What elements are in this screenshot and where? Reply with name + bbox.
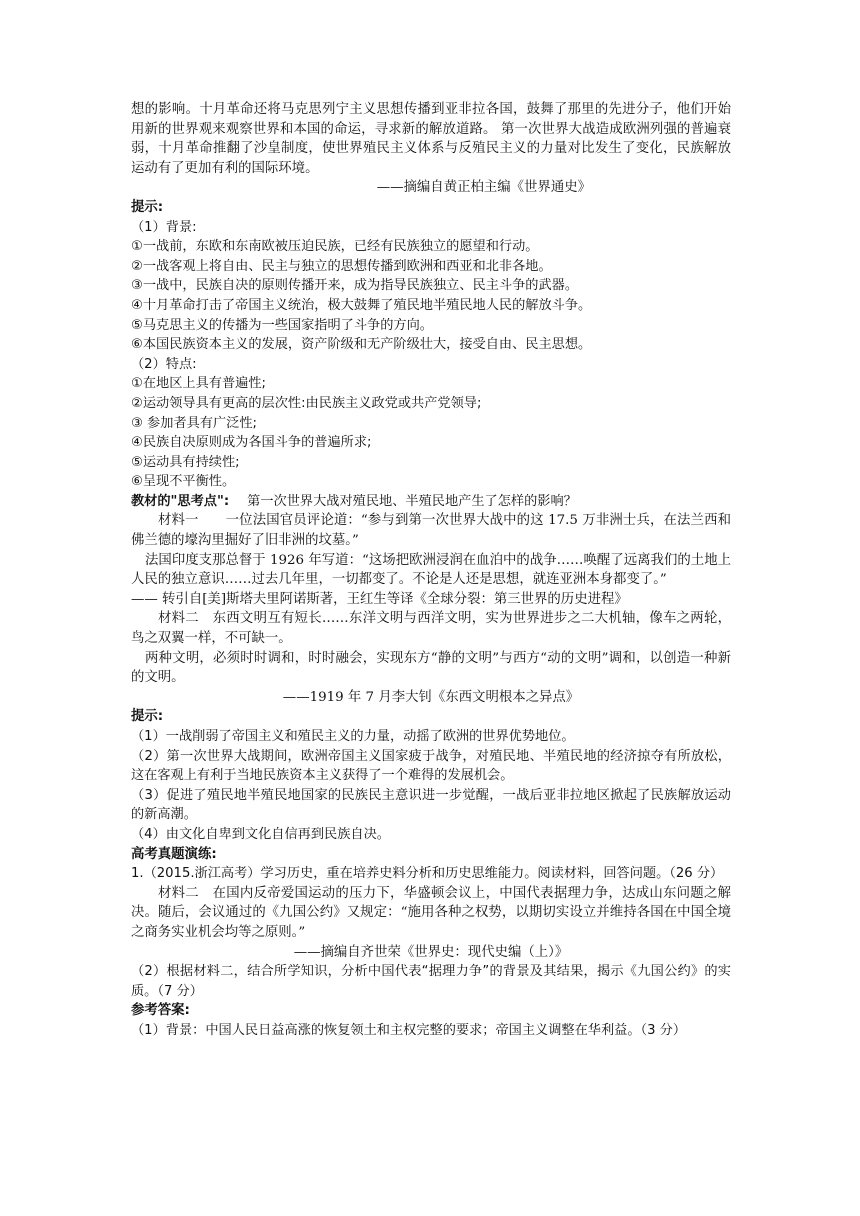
background-item: ②一战客观上将自由、民主与独立的思想传播到欧洲和西亚和北非各地。 <box>131 258 552 274</box>
background-item: ③一战中，民族自决的原则传播开来，成为指导民族独立、民主斗争的武器。 <box>131 278 579 294</box>
hint-heading: 提示: <box>131 199 164 215</box>
feature-item: ②运动领导具有更高的层次性:由民族主义政党或共产党领导; <box>131 395 482 411</box>
hint-item: （3）促进了殖民地半殖民地国家的民族民主意识进一步觉醒，一战后亚非拉地区掀起了民族解放运动的新高潮。 <box>131 787 731 823</box>
background-item: ①一战前，东欧和东南欧被压迫民族，已经有民族独立的愿望和行动。 <box>131 239 539 255</box>
hint-heading-2: 提示: <box>131 709 164 725</box>
intro-paragraph: 想的影响。十月革命还将马克思列宁主义思想传播到亚非拉各国，鼓舞了那里的先进分子，他们开始用新的世界观来观察世界和本国的命运，寻求新的解放道路。 第一次世界大战造成欧洲列强的普遍衰弱，十月革命推翻了沙皇制度，使世界殖民主义体系与反殖民主义的力量对比发生了变化，民族解放运动有了更加有利的国际环境。 <box>131 102 731 176</box>
material-two-a: 材料二 东西文明互有短长……东洋文明与西洋文明，实为世界进步之二大机轴，像车之两轮，鸟之双翼一样，不可缺一。 <box>131 611 731 647</box>
answer-heading: 参考答案: <box>131 1003 190 1019</box>
material-two-b: 两种文明，必须时时调和，时时融会，实现东方“静的文明”与西方“动的文明”调和，以创造一种新的文明。 <box>131 650 731 686</box>
document-page <box>131 100 731 1041</box>
material-one-source: —— 转引自[美]斯塔夫里阿诺斯著，王红生等译《全球分裂：第三世界的历史进程》 <box>131 591 628 607</box>
exam-heading: 高考真题演练: <box>131 846 217 862</box>
feature-item: ①在地区上具有普遍性; <box>131 376 266 392</box>
background-label: （1）背景: <box>131 219 197 235</box>
background-item: ⑤马克思主义的传播为一些国家指明了斗争的方向。 <box>131 317 433 333</box>
answer-text: （1）背景：中国人民日益高涨的恢复领土和主权完整的要求；帝国主义调整在华利益。（3 分） <box>131 1022 687 1038</box>
material-one-a: 材料一 一位法国官员评论道：“参与到第一次世界大战中的这 17.5 万非洲士兵，在法兰西和佛兰德的壕沟里掘好了旧非洲的坟墓。” <box>131 513 731 549</box>
exam-question-2: （2）根据材料二，结合所学知识，分析中国代表“据理力争”的背景及其结果，揭示《九国公约》的实质。（7 分） <box>131 964 731 999</box>
feature-item: ⑥呈现不平衡性。 <box>131 474 236 490</box>
background-item: ⑥本国民族资本主义的发展，资产阶级和无产阶级壮大，接受自由、民主思想。 <box>131 337 592 353</box>
exam-material-source: ——摘编自齐世荣《世界史：现代史编（上）》 <box>293 944 569 960</box>
exam-material: 材料二 在国内反帝爱国运动的压力下，华盛顿会议上，中国代表据理力争，达成山东问题之解决。随后，会议通过的《九国公约》又规定：“施用各种之权势，以期切实设立并维持各国在中国全境之商务实业机会均等之原则。” <box>131 885 731 940</box>
background-item: ④十月革命打击了帝国主义统治，极大鼓舞了殖民地半殖民地人民的解放斗争。 <box>131 297 592 313</box>
intro-source: ——摘编自黄正柏主编《世界通史》 <box>376 180 591 196</box>
feature-item: ④民族自决原则成为各国斗争的普遍所求; <box>131 435 372 451</box>
feature-item: ③ 参加者具有广泛性; <box>131 415 257 431</box>
think-point <box>131 492 731 512</box>
hint-item: （1）一战削弱了帝国主义和殖民主义的力量，动摇了欧洲的世界优势地位。 <box>131 729 575 744</box>
material-one-b: 法国印度支那总督于 1926 年写道：“这场把欧洲浸润在血泊中的战争……唤醒了远离我们的土地上人民的独立意识……过去几年里，一切都变了。不论是人还是思想，就连亚洲本身都变了。” <box>131 552 731 588</box>
feature-item: ⑤运动具有持续性; <box>131 454 240 470</box>
exam-question-intro: 1.（2015.浙江高考）学习历史，重在培养史料分析和历史思维能力。阅读材料，回答问题。（26 分） <box>131 866 724 882</box>
think-point-label: 教材的"思考点": <box>131 493 230 509</box>
material-two-source: ——1919 年 7 月李大钊《东西文明根本之异点》 <box>282 689 580 705</box>
hint-item: （4）由文化自卑到文化自信再到民族自决。 <box>131 826 390 842</box>
hint-item: （2）第一次世界大战期间，欧洲帝国主义国家疲于战争，对殖民地、半殖民地的经济掠夺有所放松，这在客观上有利于当地民族资本主义获得了一个难得的发展机会。 <box>131 748 731 784</box>
think-point-question: 第一次世界大战对殖民地、半殖民地产生了怎样的影响？ <box>247 493 577 509</box>
features-label: （2）特点: <box>131 356 197 372</box>
